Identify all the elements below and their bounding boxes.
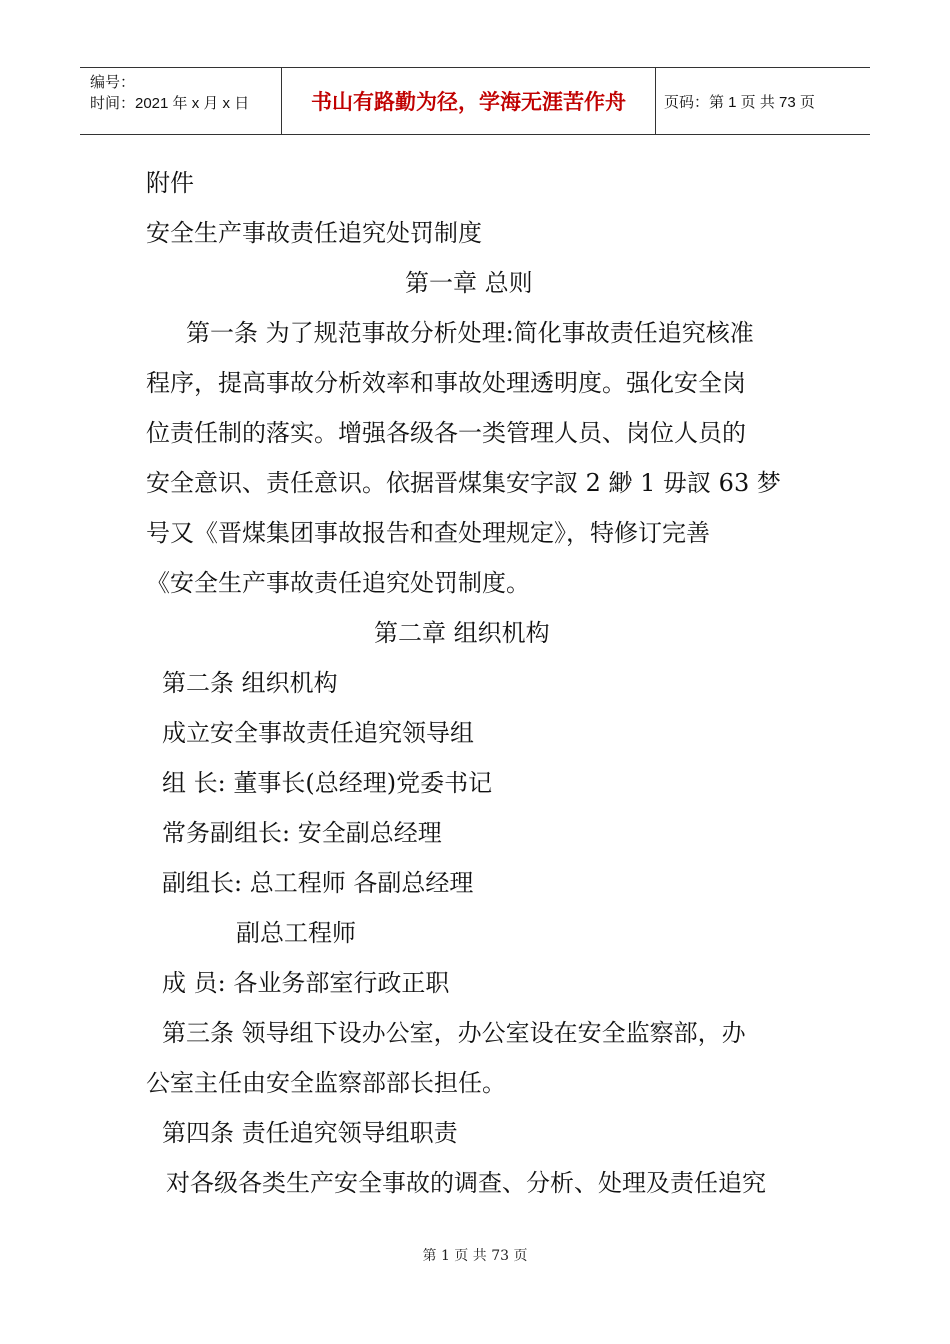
time-label: 时间：2021 年 x 月 x 日	[90, 95, 250, 112]
header-motto: 书山有路勤为径，学海无涯苦作舟	[282, 68, 656, 134]
paragraph-line: 对各级各类生产安全事故的调查、分析、处理及责任追究	[166, 1169, 766, 1197]
paragraph-line: 第三条 领导组下设办公室，办公室设在安全监察部，办	[162, 1019, 746, 1047]
paragraph-line: 组 长: 董事长(总经理)党委书记	[162, 769, 493, 797]
paragraph-line: 成 员: 各业务部室行政正职	[162, 969, 450, 997]
paragraph-line: 成立安全事故责任追究领导组	[162, 719, 474, 747]
paragraph-line: 公室主任由安全监察部部长担任。	[146, 1069, 506, 1097]
document-title: 安全生产事故责任追究处罚制度	[146, 219, 482, 247]
page-footer: 第 1 页 共 73 页	[422, 1248, 528, 1264]
paragraph-line: 第一条 为了规范事故分析处理:简化事故责任追究核准	[186, 319, 754, 347]
article-heading: 第二条 组织机构	[162, 669, 338, 697]
paragraph-line: 常务副组长: 安全副总经理	[162, 819, 442, 847]
paragraph-line: 副总工程师	[236, 919, 356, 947]
paragraph-line: 程序，提高事故分析效率和事故处理透明度。强化安全岗	[146, 369, 746, 397]
header-page-label: 页码：第 1 页 共 73 页	[664, 93, 815, 111]
article-heading: 第四条 责任追究领导组职责	[162, 1119, 458, 1147]
document-header	[80, 67, 870, 135]
header-meta-cell	[80, 68, 282, 134]
paragraph-line: 安全意识、责任意识。依据晋煤集安字訍 2 緲 1 毋訍 63 梦	[146, 469, 781, 497]
paragraph-line: 副组长: 总工程师 各副总经理	[162, 869, 474, 897]
paragraph-line: 号又《晋煤集团事故报告和查处理规定》，特修订完善	[146, 519, 710, 547]
attachment-label: 附件	[146, 169, 194, 197]
chapter-heading: 第一章 总则	[405, 269, 533, 297]
paragraph-line: 位责任制的落实。增强各级各一类管理人员、岗位人员的	[146, 419, 746, 447]
chapter-heading: 第二章 组织机构	[374, 619, 550, 647]
number-label: 编号：	[90, 74, 136, 91]
paragraph-line: 《安全生产事故责任追究处罚制度。	[146, 569, 530, 597]
